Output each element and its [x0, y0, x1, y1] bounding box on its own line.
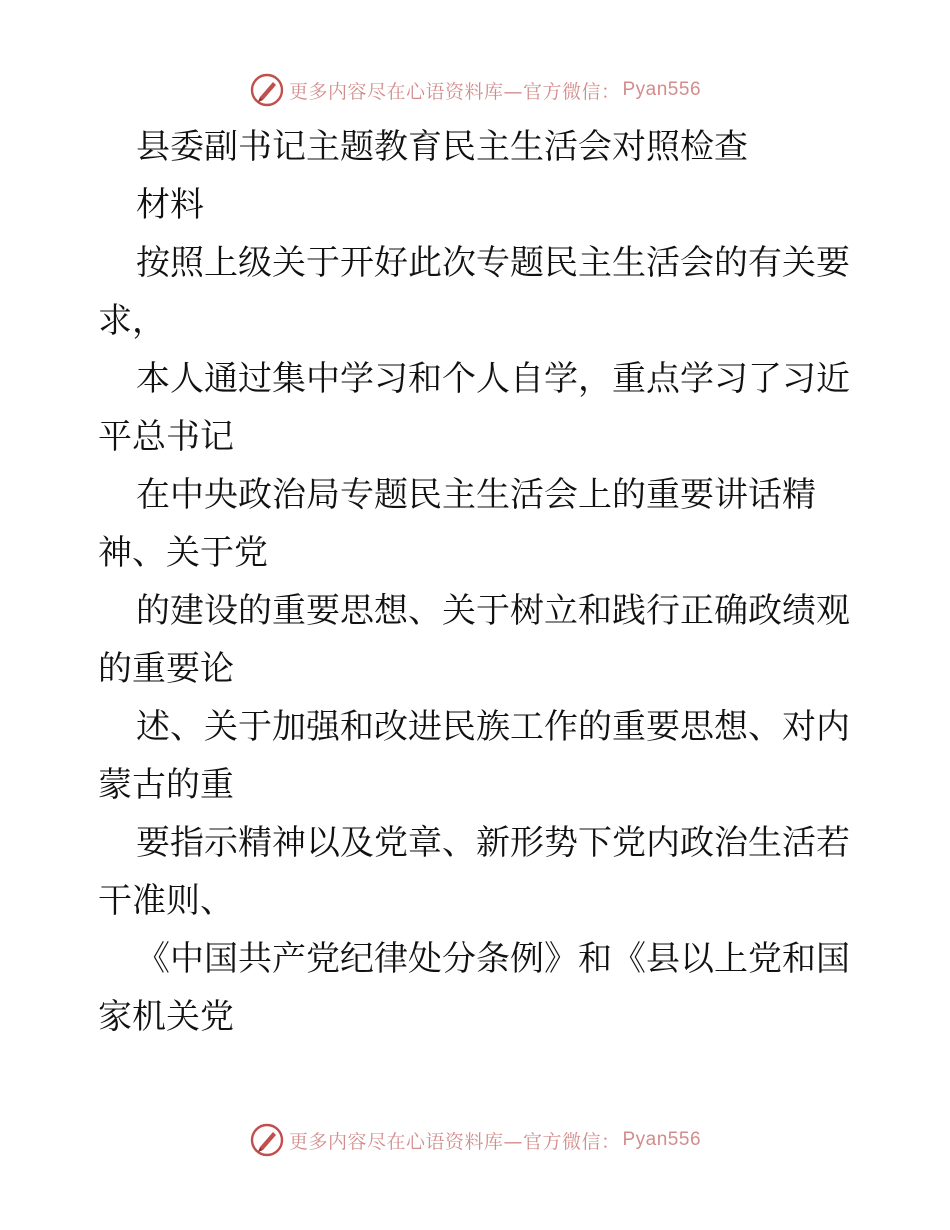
footer-watermark [0, 1120, 950, 1160]
watermark-wechat-id: Pyan556 [622, 79, 702, 100]
paragraph-line: 述、关于加强和改进民族工作的重要思想、对内 [136, 707, 850, 747]
watermark-text: 更多内容尽在心语资料库—官方微信： [288, 1130, 621, 1153]
pen-logo-icon [249, 72, 285, 108]
paragraph-line: 求， [98, 301, 166, 341]
header-watermark [0, 70, 950, 110]
paragraph-line: 的建设的重要思想、关于树立和践行正确政绩观 [136, 591, 850, 631]
doc-title-line-2: 材料 [136, 185, 204, 225]
paragraph-line: 神、关于党 [98, 533, 268, 573]
doc-title-line-1: 县委副书记主题教育民主生活会对照检查 [136, 127, 748, 167]
document-body [98, 118, 858, 1046]
paragraph-line: 要指示精神以及党章、新形势下党内政治生活若 [136, 823, 850, 863]
paragraph-line: 《中国共产党纪律处分条例》和《县以上党和国 [136, 939, 850, 979]
paragraph-line: 本人通过集中学习和个人自学，重点学习了习近 [136, 359, 850, 399]
paragraph-line: 在中央政治局专题民主生活会上的重要讲话精 [136, 475, 816, 515]
paragraph-line: 的重要论 [98, 649, 234, 689]
pen-logo-icon [249, 1122, 285, 1158]
paragraph-line: 家机关党 [98, 997, 234, 1037]
paragraph-line: 平总书记 [98, 417, 234, 457]
watermark-text: 更多内容尽在心语资料库—官方微信： [288, 80, 621, 103]
paragraph-line: 按照上级关于开好此次专题民主生活会的有关要 [136, 243, 850, 283]
watermark-wechat-id: Pyan556 [622, 1129, 702, 1150]
paragraph-line: 蒙古的重 [98, 765, 234, 805]
paragraph-line: 干准则、 [98, 881, 234, 921]
